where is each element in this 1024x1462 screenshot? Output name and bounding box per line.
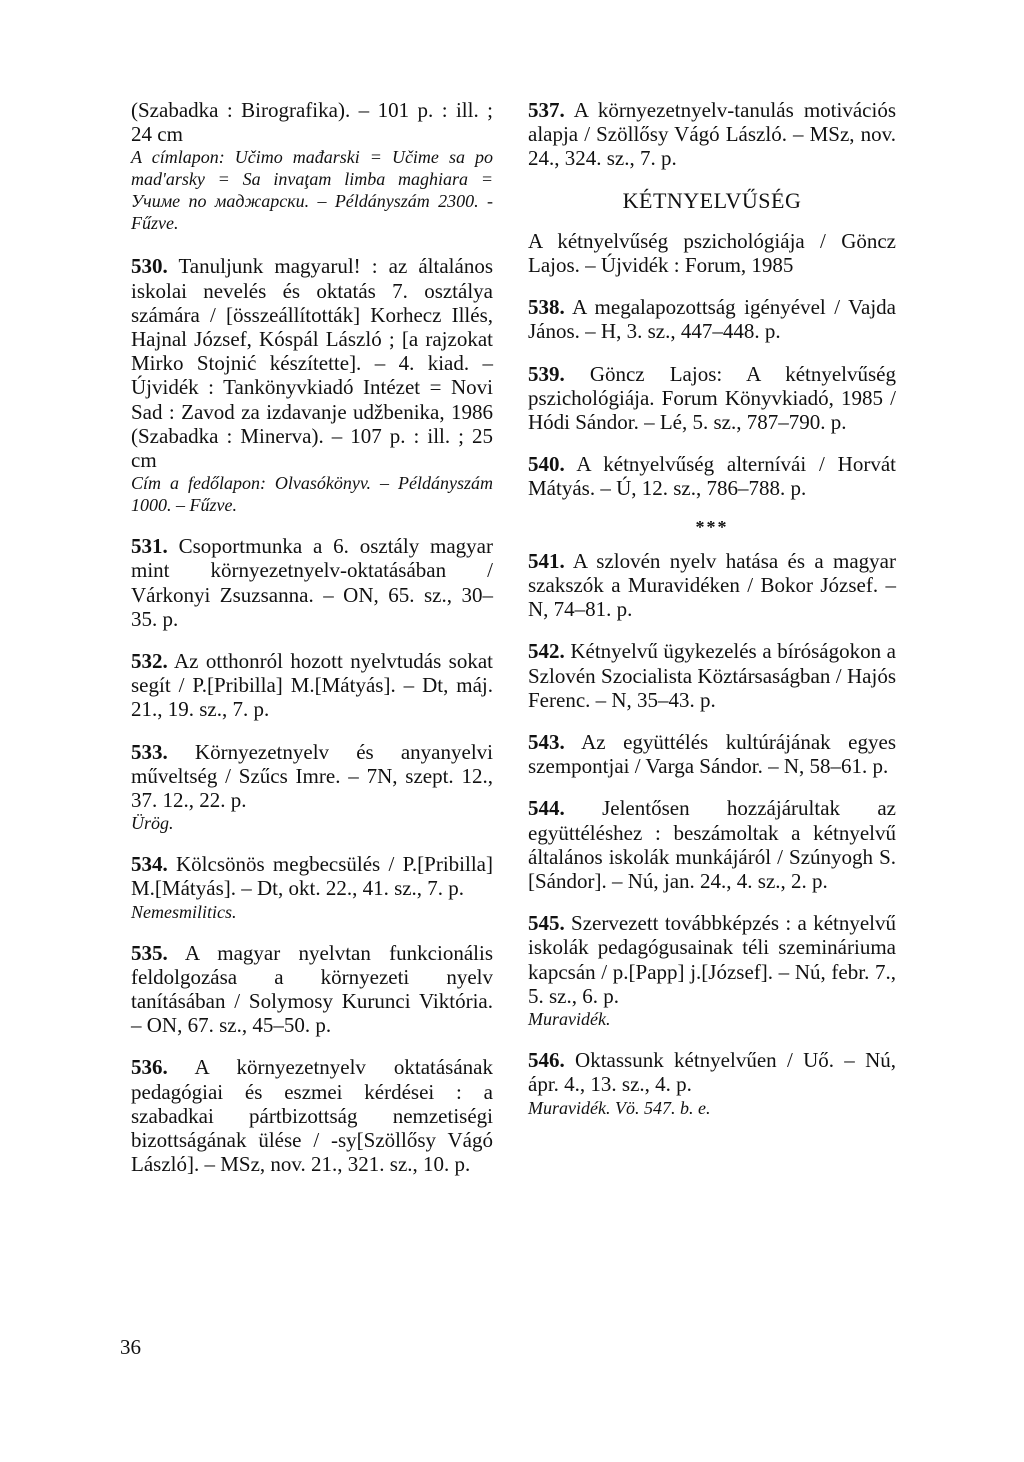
entry-text: A környezetnyelv-tanulás motivációs alapja / Szöllősy Vágó László. – MSz, nov. 24., 324. sz., 7. p. [528, 98, 896, 171]
entry-number: 534. [131, 852, 168, 877]
bibliography-entry [131, 534, 493, 631]
bibliography-entry [528, 639, 896, 712]
right-column [528, 98, 896, 1137]
entry-number: 537. [528, 98, 565, 122]
bibliography-entry [131, 1055, 493, 1176]
page-number: 36 [120, 1335, 141, 1359]
entry-number: 540. [528, 452, 565, 477]
entry-number: 536. [131, 1055, 168, 1080]
entry-number: 530. [131, 254, 168, 279]
entry-text: Tanuljunk magyarul! : az általános iskolai nevelés és oktatás 7. osztálya számára / [összeállították] Korhecz Illés, Hajnal József, Kóspál László ; [a rajzokat Mirko Stojnić készítette]. – 4. kiad. – Újvidék : Tankönyvkiadó Intézet = Novi Sad : Zavod za izdavanje udžbenika, 1986 (Szabadka : Minerva). – 107 p. : ill. ; 25 cm [131, 254, 493, 473]
entry-text: Az otthonról hozott nyelvtudás sokat segít / P.[Pribilla] M.[Mátyás]. – Dt, máj. 21., 19. sz., 7. p. [131, 649, 493, 722]
entry-number: 531. [131, 534, 168, 559]
entry-note: A címlapon: Učimo mađarski = Učime sa po mad'arsky = Sa invaţam limba maghiara = Учимe пo мaджapcки. – Példányszám 2300. - Fűzve. [131, 147, 493, 234]
entry-number: 532. [131, 649, 168, 674]
entry-text: A kétnyelvűség alternívái / Horvát Mátyás. – Ú, 12. sz., 786–788. p. [528, 452, 896, 501]
entry-text: A kétnyelvűség pszichológiája / Göncz Lajos. – Újvidék : Forum, 1985 [528, 228, 896, 278]
entry-number: 544. [528, 796, 565, 821]
left-entry-list [131, 254, 493, 1176]
right-entry-list-mid [528, 229, 896, 501]
entry-text: Jelentősen hozzájárultak az együttéléshez : beszámoltak a kétnyelvű általános iskolák munkájáról / Szúnyogh S.[Sándor]. – Nú, jan. 24., 4. sz., 2. p. [528, 796, 896, 894]
entry-text: Göncz Lajos: A kétnyelvűség pszichológiája. Forum Könyvkiadó, 1985 / Hódi Sándor. – Lé, 5. sz., 787–790. p. [528, 361, 896, 435]
entry-note: Ürög. [131, 813, 174, 834]
bibliography-entry [131, 941, 493, 1038]
entry-text: A szlovén nyelv hatása és a magyar szakszók a Muravidéken / Bokor József. – N, 74–81. p. [528, 548, 896, 622]
entry-note: Muravidék. [528, 1009, 611, 1030]
right-entry-list-top [528, 98, 896, 171]
entry-note: Cím a fedőlapon: Olvasókönyv. – Példányszám 1000. – Fűzve. [131, 473, 493, 516]
entry-text: Az együttélés kultúrájának egyes szempontjai / Varga Sándor. – N, 58–61. p. [528, 730, 896, 779]
entry-text: (Szabadka : Birografika). – 101 p. : ill. ; 24 cm [131, 98, 493, 147]
entry-number: 546. [528, 1048, 565, 1073]
bibliography-entry [131, 852, 493, 922]
entry-number: 541. [528, 548, 565, 573]
bibliography-entry [528, 1048, 896, 1118]
entry-text: A megalapozottság igényével / Vajda János. – H, 3. sz., 447–448. p. [528, 295, 896, 344]
bibliography-entry [528, 362, 896, 435]
bibliography-entry [131, 254, 493, 516]
bibliography-entry [528, 796, 896, 893]
bibliography-entry [131, 649, 493, 722]
entry-text: A környezetnyelv oktatásának pedagógiai és eszmei kérdései : a szabadkai pártbizottság nemzetiségi bizottságának ülése / -sy[Szöllősy Vágó László]. – MSz, nov. 21., 321. sz., 10. p. [131, 1055, 493, 1177]
section-separator: *** [695, 516, 729, 537]
right-entry-list-bottom [528, 549, 896, 1119]
entry-number: 538. [528, 295, 565, 320]
entry-number: 539. [528, 361, 565, 386]
continued-entry [131, 98, 493, 234]
section-heading: KÉTNYELVŰSÉG [622, 187, 802, 213]
entry-number: 542. [528, 639, 565, 664]
entry-text: Környezetnyelv és anyanyelvi műveltség / Szűcs Imre. – 7N, szept. 12., 37. 12., 22. p. [131, 739, 493, 813]
entry-text: Kétnyelvű ügykezelés a bíróságokon a Szlovén Szocialista Köztársaságban / Hajós Ferenc. – N, 35–43. p. [528, 639, 896, 712]
entry-number: 533. [131, 739, 168, 764]
entry-number: 543. [528, 730, 565, 755]
entry-note: Muravidék. Vö. 547. b. e. [528, 1097, 711, 1118]
entry-text: Csoportmunka a 6. osztály magyar mint környezetnyelv-oktatásában / Várkonyi Zsuzsanna. – ON, 65. sz., 30–35. p. [131, 534, 493, 631]
bibliography-entry [528, 549, 896, 622]
entry-text: Kölcsönös megbecsülés / P.[Pribilla] M.[Mátyás]. – Dt, okt. 22., 41. sz., 7. p. [131, 852, 493, 901]
bibliography-entry [528, 452, 896, 500]
bibliography-entry [528, 229, 896, 277]
entry-number: 535. [131, 940, 168, 965]
bibliography-entry [131, 740, 493, 835]
bibliography-entry [528, 295, 896, 343]
entry-note: Nemesmilitics. [131, 901, 237, 922]
bibliography-entry [528, 98, 896, 171]
entry-number: 545. [528, 911, 565, 936]
entry-text: Szervezett továbbképzés : a kétnyelvű iskolák pedagógusainak téli szemináriuma kapcsán / p.[Papp] j.[József]. – Nú, febr. 7., 5. sz., 6. p. [528, 911, 896, 1008]
left-column [131, 98, 493, 1195]
bibliography-entry [528, 730, 896, 778]
entry-text: Oktassunk kétnyelvűen / Uő. – Nú, ápr. 4., 13. sz., 4. p. [528, 1048, 896, 1097]
entry-text: A magyar nyelvtan funkcionális feldolgozása a környezeti nyelv tanításában / Solymosy Kurunci Viktória. – ON, 67. sz., 45–50. p. [131, 940, 493, 1038]
bibliography-entry [528, 911, 896, 1030]
